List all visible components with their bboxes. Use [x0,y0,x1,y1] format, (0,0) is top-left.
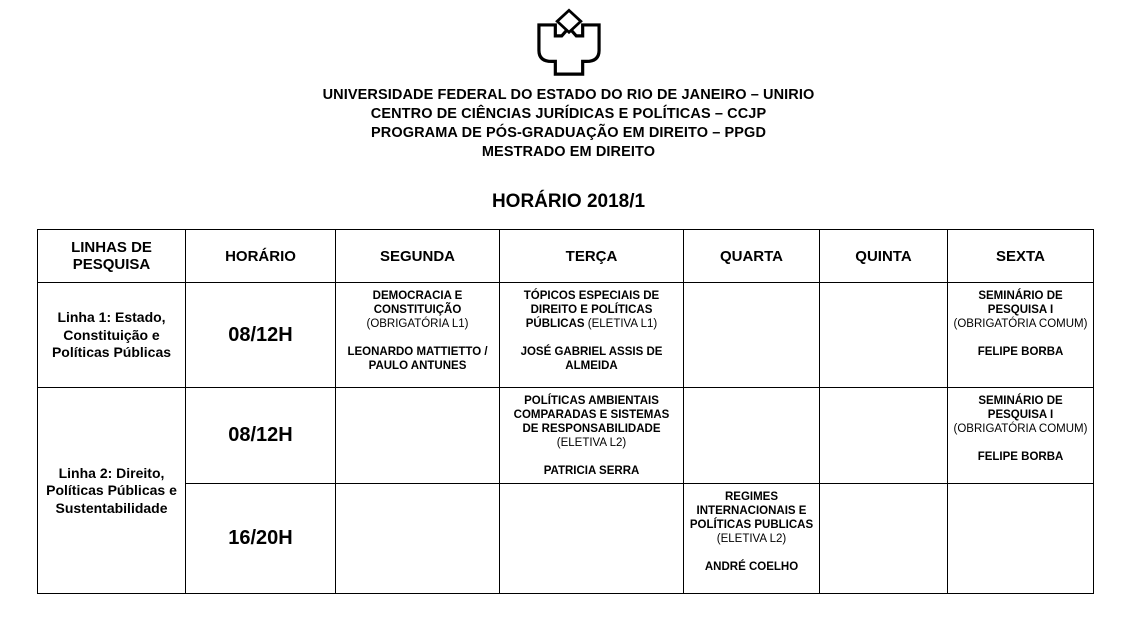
cell-terca-r2 [500,388,684,484]
header-line-center: CENTRO DE CIÊNCIAS JURÍDICAS E POLÍTICAS – CCJP [370,105,767,122]
cell-linha-2: Linha 2: Direito, Políticas Públicas e Sustentabilidade [38,388,186,594]
course-title: POLÍTICAS AMBIENTAIS COMPARADAS E SISTEMAS DE RESPONSABILIDADE [513,395,670,436]
cell-quinta-r1 [820,283,948,388]
cell-sexta-r2 [948,388,1094,484]
header-line-degree: MESTRADO EM DIREITO [481,143,656,160]
course-note: (ELETIVA L2) [556,437,627,450]
table-row-linha2-morning [38,388,1094,484]
course-block [953,394,1088,436]
course-title: REGIMES INTERNACIONAIS E POLÍTICAS PUBLICAS [689,491,814,532]
cell-segunda-r1 [336,283,500,388]
course-block [505,289,678,331]
course-professor: PATRICIA SERRA [543,465,640,478]
course-note: (ELETIVA L2) [716,533,787,546]
cell-sexta-r3 [948,484,1094,594]
cell-horario-r3: 16/20H [186,484,336,594]
cell-segunda-r2 [336,388,500,484]
course-title: SEMINÁRIO DE PESQUISA I [978,290,1063,317]
column-header-linhas: LINHAS DE PESQUISA [38,230,186,283]
course-note: (ELETIVA L1) [587,318,658,331]
course-block [505,394,678,450]
course-note: (OBRIGATÓRIA COMUM) [953,423,1088,436]
table-header-row [38,230,1094,283]
unirio-logo-icon [528,8,610,82]
university-header [0,86,1137,161]
cell-quarta-r3 [684,484,820,594]
cell-quarta-r1 [684,283,820,388]
cell-quinta-r3 [820,484,948,594]
table-row-linha2-evening [38,484,1094,594]
course-note: (OBRIGATÓRIA L1) [366,318,469,331]
cell-segunda-r3 [336,484,500,594]
course-professor: LEONARDO MATTIETTO / PAULO ANTUNES [347,346,488,373]
course-block [689,490,814,546]
unirio-logo [0,0,1137,82]
cell-terca-r3 [500,484,684,594]
column-header-terca: TERÇA [500,230,684,283]
column-header-quarta: QUARTA [684,230,820,283]
schedule-title: HORÁRIO 2018/1 [491,191,646,213]
course-professor: ANDRÉ COELHO [704,561,799,574]
course-professor: JOSÉ GABRIEL ASSIS DE ALMEIDA [520,346,663,373]
course-professor: FELIPE BORBA [977,451,1064,464]
cell-quinta-r2 [820,388,948,484]
cell-horario-r1: 08/12H [186,283,336,388]
cell-horario-r2: 08/12H [186,388,336,484]
course-note: (OBRIGATÓRIA COMUM) [953,318,1088,331]
cell-quarta-r2 [684,388,820,484]
course-professor: FELIPE BORBA [977,346,1064,359]
course-block [341,289,494,331]
header-line-program: PROGRAMA DE PÓS-GRADUAÇÃO EM DIREITO – PPGD [370,124,767,141]
course-block [953,289,1088,331]
course-title: SEMINÁRIO DE PESQUISA I [978,395,1063,422]
table-row-linha1 [38,283,1094,388]
column-header-segunda: SEGUNDA [336,230,500,283]
cell-sexta-r1 [948,283,1094,388]
cell-terca-r1 [500,283,684,388]
course-title: DEMOCRACIA E CONSTITUIÇÃO [372,290,463,317]
course-title: TÓPICOS ESPECIAIS DE DIREITO E POLÍTICAS PÚBLICAS [523,290,660,331]
header-line-university: UNIVERSIDADE FEDERAL DO ESTADO DO RIO DE JANEIRO – UNIRIO [322,87,815,103]
schedule-table [37,229,1094,594]
column-header-sexta: SEXTA [948,230,1094,283]
cell-linha-1: Linha 1: Estado, Constituição e Políticas Públicas [38,283,186,388]
column-header-horario: HORÁRIO [186,230,336,283]
column-header-quinta: QUINTA [820,230,948,283]
